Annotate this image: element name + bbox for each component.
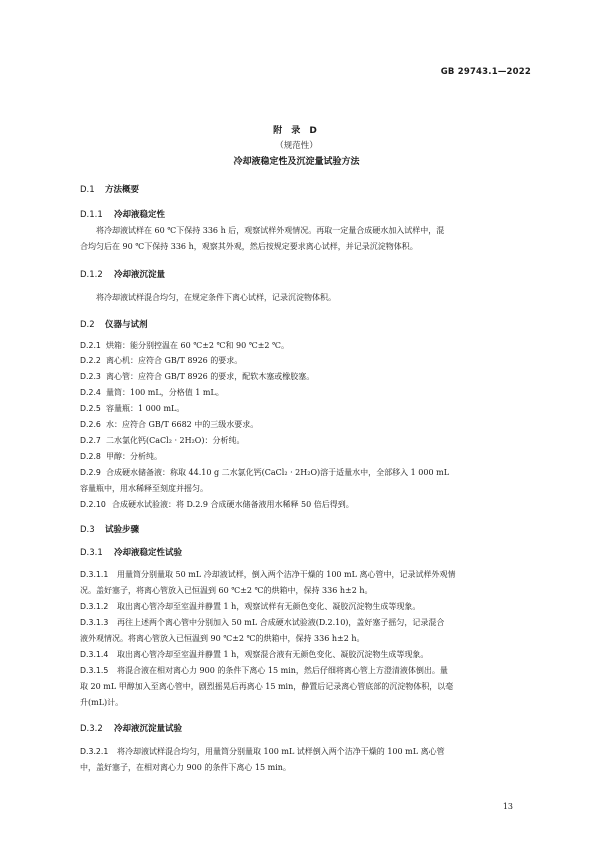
list-item-d25: D.2.5 容量瓶：1 000 mL。 <box>80 404 185 413</box>
list-item-d314: D.3.1.4 取出离心管冷却至室温并静置 1 h，观察混合液有无颜色变化、凝胶沉淀物生成等现象。 <box>80 650 429 659</box>
list-item-d321: D.3.2.1 将冷却液试样混合均匀，用量筒分别量取 100 mL 试样倒入两个洁净干燥的 100 mL 离心管 <box>80 747 445 756</box>
list-item-d315-cont1: 取 20 mL 甲醇加入至离心管中，剧烈摇晃后再离心 15 min，静置后记录离心管底部的沉淀物体积，以毫 <box>80 682 454 691</box>
paragraph-d11-line2: 合均匀后在 90 ℃下保持 336 h，观察其外观，然后按规定要求离心试样，并记录沉淀物体积。 <box>80 242 418 251</box>
subsection-heading-d11: D.1.1 冷却液稳定性 <box>80 210 166 220</box>
list-item-d311-cont: 况。盖好塞子，将离心管放入已恒温到 60 ℃±2 ℃的烘箱中，保持 336 h±2 h。 <box>80 586 373 595</box>
list-item-d29: D.2.9 合成硬水储备液：称取 44.10 g 二水氯化钙(CaCl₂ · 2H₂O)溶于适量水中，全部移入 1 000 mL <box>80 468 450 477</box>
section-heading-d1: D.1 方法概要 <box>80 185 140 195</box>
paragraph-d12: 将冷却液试样混合均匀，在规定条件下离心试样，记录沉淀物体积。 <box>96 293 336 302</box>
annex-label: 附 录 D <box>273 126 320 136</box>
annex-normative: （规范性） <box>275 141 318 151</box>
subsection-heading-d32: D.3.2 冷却液沉淀量试验 <box>80 724 183 734</box>
section-heading-d2: D.2 仪器与试剂 <box>80 320 148 330</box>
annex-title: 冷却液稳定性及沉淀量试验方法 <box>233 157 360 167</box>
subsection-heading-d31: D.3.1 冷却液稳定性试验 <box>80 548 183 558</box>
list-item-d26: D.2.6 水：应符合 GB/T 6682 中的三级水要求。 <box>80 420 259 429</box>
page-number: 13 <box>502 802 513 811</box>
list-item-d28: D.2.8 甲醇：分析纯。 <box>80 452 162 461</box>
list-item-d315-cont2: 升(mL)计。 <box>80 698 124 707</box>
section-heading-d3: D.3 试验步骤 <box>80 525 140 535</box>
list-item-d321-cont: 中，盖好塞子，在相对离心力 900 的条件下离心 15 min。 <box>80 763 291 772</box>
list-item-d21: D.2.1 烘箱：能分别控温在 60 ℃±2 ℃和 90 ℃±2 ℃。 <box>80 341 289 350</box>
list-item-d312: D.3.1.2 取出离心管冷却至室温并静置 1 h，观察试样有无颜色变化、凝胶沉淀物生成等现象。 <box>80 602 421 611</box>
list-item-d23: D.2.3 离心管：应符合 GB/T 8926 的要求，配软木塞或橡胶塞。 <box>80 372 315 381</box>
subsection-heading-d12: D.1.2 冷却液沉淀量 <box>80 270 166 280</box>
list-item-d313-cont: 液外观情况。将离心管放入已恒温到 90 ℃±2 ℃的烘箱中，保持 336 h±2 h。 <box>80 634 365 643</box>
list-item-d22: D.2.2 离心机：应符合 GB/T 8926 的要求。 <box>80 356 243 365</box>
standard-number: GB 29743.1—2022 <box>440 67 531 77</box>
list-item-d210: D.2.10 合成硬水试验液：将 D.2.9 合成硬水储备液用水稀释 50 倍后得到。 <box>80 500 354 509</box>
list-item-d29-cont: 容量瓶中，用水稀释至刻度并摇匀。 <box>80 484 208 493</box>
list-item-d311: D.3.1.1 用量筒分别量取 50 mL 冷却液试样，倒入两个洁净干燥的 100 mL 离心管中，记录试样外观情 <box>80 570 456 579</box>
list-item-d315: D.3.1.5 将混合液在相对离心力 900 的条件下离心 15 min，然后仔细将离心管上方澄清液体倒出。量 <box>80 666 448 675</box>
list-item-d313: D.3.1.3 再往上述两个离心管中分别加入 50 mL 合成硬水试验液(D.2.10)，盖好塞子摇匀，记录混合 <box>80 618 445 627</box>
list-item-d24: D.2.4 量筒：100 mL，分格值 1 mL。 <box>80 388 224 397</box>
list-item-d27: D.2.7 二水氯化钙(CaCl₂ · 2H₂O)：分析纯。 <box>80 436 245 445</box>
paragraph-d11-line1: 将冷却液试样在 60 ℃下保持 336 h 后，观察试样外观情况。再取一定量合成硬水加入试样中，混 <box>96 226 445 235</box>
